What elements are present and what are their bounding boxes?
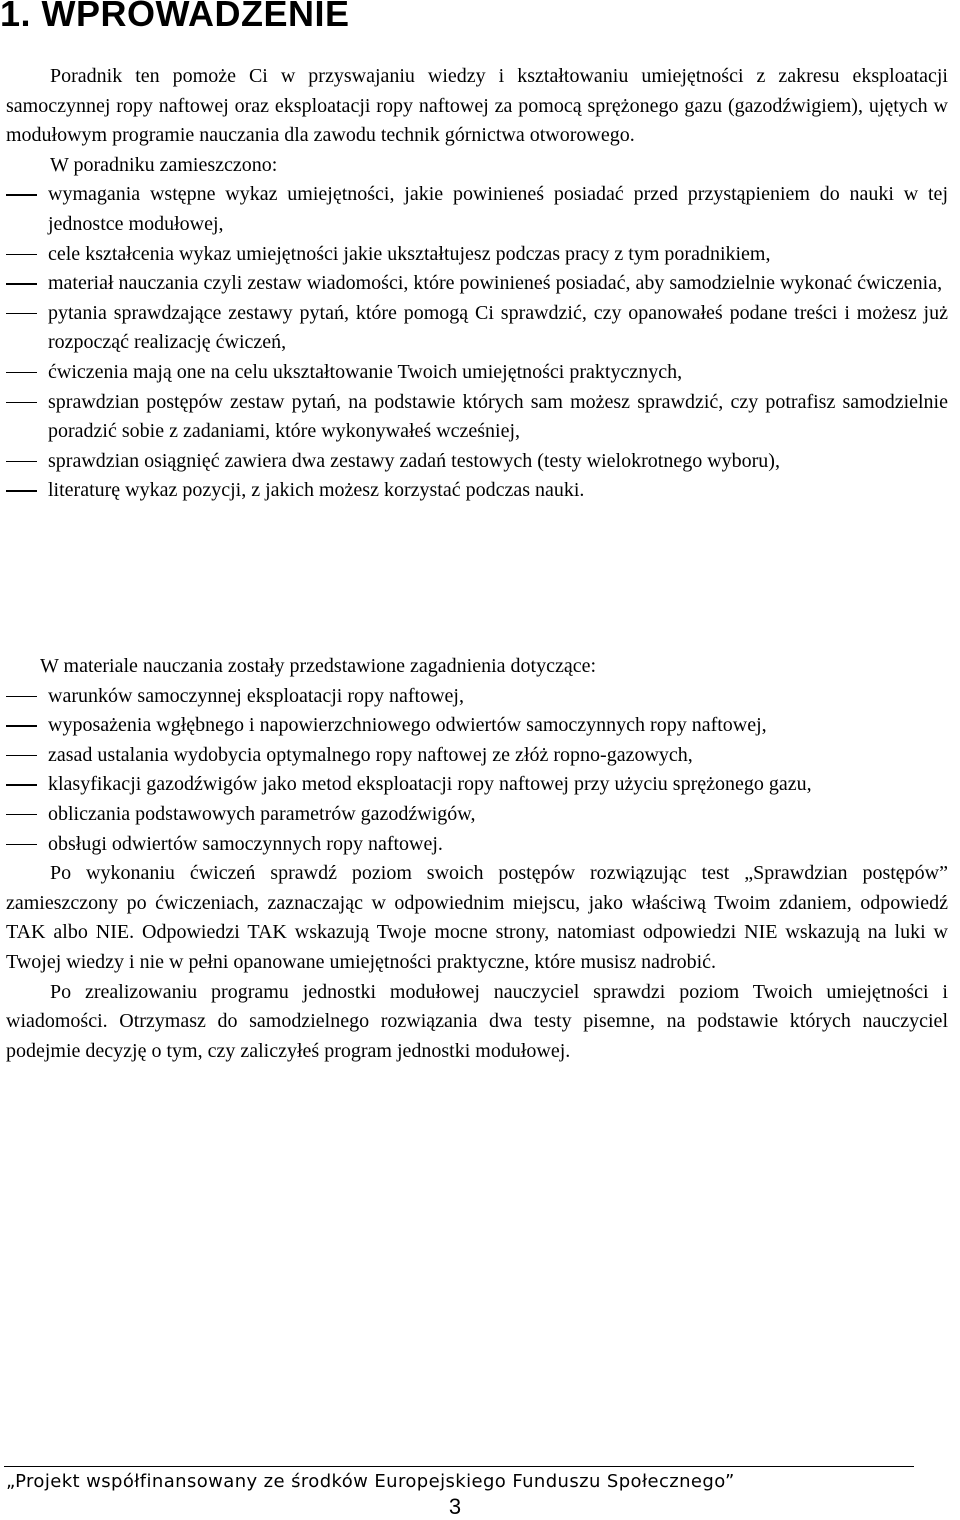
list-item: cele kształcenia wykaz umiejętności jakie ukształtujesz podczas pracy z tym poradnikiem, xyxy=(6,240,948,270)
list-item: ćwiczenia mają one na celu ukształtowanie Twoich umiejętności praktycznych, xyxy=(6,358,948,388)
list-item: obliczania podstawowych parametrów gazodźwigów, xyxy=(6,800,948,830)
dash-bullet xyxy=(6,313,37,315)
dash-bullet xyxy=(6,755,37,757)
dash-bullet xyxy=(6,844,37,846)
topics-lead: W materiale nauczania zostały przedstawione zagadnienia dotyczące: xyxy=(40,655,597,677)
list-item: literaturę wykaz pozycji, z jakich możesz korzystać podczas nauki. xyxy=(6,476,948,506)
list-item: sprawdzian postępów zestaw pytań, na podstawie których sam możesz sprawdzić, czy potrafisz samodzielnie poradzić sobie z zadaniami, które wykonywałeś wcześniej, xyxy=(6,388,948,447)
topics-section xyxy=(6,652,948,1066)
list-item: zasad ustalania wydobycia optymalnego ropy naftowej ze złóż ropno-gazowych, xyxy=(6,741,948,771)
intro-section xyxy=(6,62,948,506)
contents-list xyxy=(6,180,948,506)
contents-lead: W poradniku zamieszczono: xyxy=(50,153,278,176)
list-item: klasyfikacji gazodźwigów jako metod eksploatacji ropy naftowej przy użyciu sprężonego gazu, xyxy=(6,770,948,800)
dash-bullet xyxy=(6,725,37,727)
dash-bullet xyxy=(6,194,37,196)
topics-list xyxy=(6,682,948,860)
page-number: 3 xyxy=(448,1494,462,1519)
dash-bullet xyxy=(6,402,37,404)
footer-divider xyxy=(4,1466,914,1467)
footer-funding-note: „Projekt współfinansowany ze środków Europejskiego Funduszu Społecznego” xyxy=(6,1471,735,1492)
intro-paragraph: Poradnik ten pomoże Ci w przyswajaniu wiedzy i kształtowaniu umiejętności z zakresu eksploatacji samoczynnej ropy naftowej oraz eksploatacji ropy naftowej za pomocą sprężonego gazu (gazodźwigiem), ujętych w modułowym programie nauczania dla zawodu technik górnictwa otworowego. xyxy=(6,65,948,147)
list-item: materiał nauczania czyli zestaw wiadomości, które powinieneś posiadać, aby samodzielnie wykonać ćwiczenia, xyxy=(6,269,948,299)
closing-paragraph-2: Po zrealizowaniu programu jednostki modułowej nauczyciel sprawdzi poziom Twoich umiejętności i wiadomości. Otrzymasz do samodzielnego rozwiązania dwa testy pisemne, na podstawie których nauczyciel podejmie decyzję o tym, czy zaliczyłeś program jednostki modułowej. xyxy=(6,980,948,1062)
dash-bullet xyxy=(6,696,37,698)
list-item: obsługi odwiertów samoczynnych ropy naftowej. xyxy=(6,830,948,860)
closing-paragraph-1: Po wykonaniu ćwiczeń sprawdź poziom swoich postępów rozwiązując test „Sprawdzian postępów” zamieszczony po ćwiczeniach, zaznaczając w odpowiednim miejscu, jako właściwą Twoim zdaniem, odpowiedź TAK albo NIE. Odpowiedzi TAK wskazują Twoje mocne strony, natomiast odpowiedzi NIE wskazują na luki w Twojej wiedzy i nie w pełni opanowane umiejętności praktyczne, które musisz nadrobić. xyxy=(6,862,948,973)
dash-bullet xyxy=(6,784,37,786)
list-item: sprawdzian osiągnięć zawiera dwa zestawy zadań testowych (testy wielokrotnego wyboru), xyxy=(6,447,948,477)
dash-bullet xyxy=(6,814,37,816)
list-item: wymagania wstępne wykaz umiejętności, jakie powinieneś posiadać przed przystąpieniem do nauki w tej jednostce modułowej, xyxy=(6,180,948,239)
list-item: warunków samoczynnej eksploatacji ropy naftowej, xyxy=(6,682,948,712)
section-heading: 1. WPROWADZENIE xyxy=(0,0,350,34)
list-item: wyposażenia wgłębnego i napowierzchniowego odwiertów samoczynnych ropy naftowej, xyxy=(6,711,948,741)
dash-bullet xyxy=(6,490,37,492)
list-item: pytania sprawdzające zestawy pytań, które pomogą Ci sprawdzić, czy opanowałeś podane treści i możesz już rozpocząć realizację ćwiczeń, xyxy=(6,299,948,358)
dash-bullet xyxy=(6,283,37,285)
dash-bullet xyxy=(6,461,37,463)
dash-bullet xyxy=(6,372,37,374)
dash-bullet xyxy=(6,254,37,256)
